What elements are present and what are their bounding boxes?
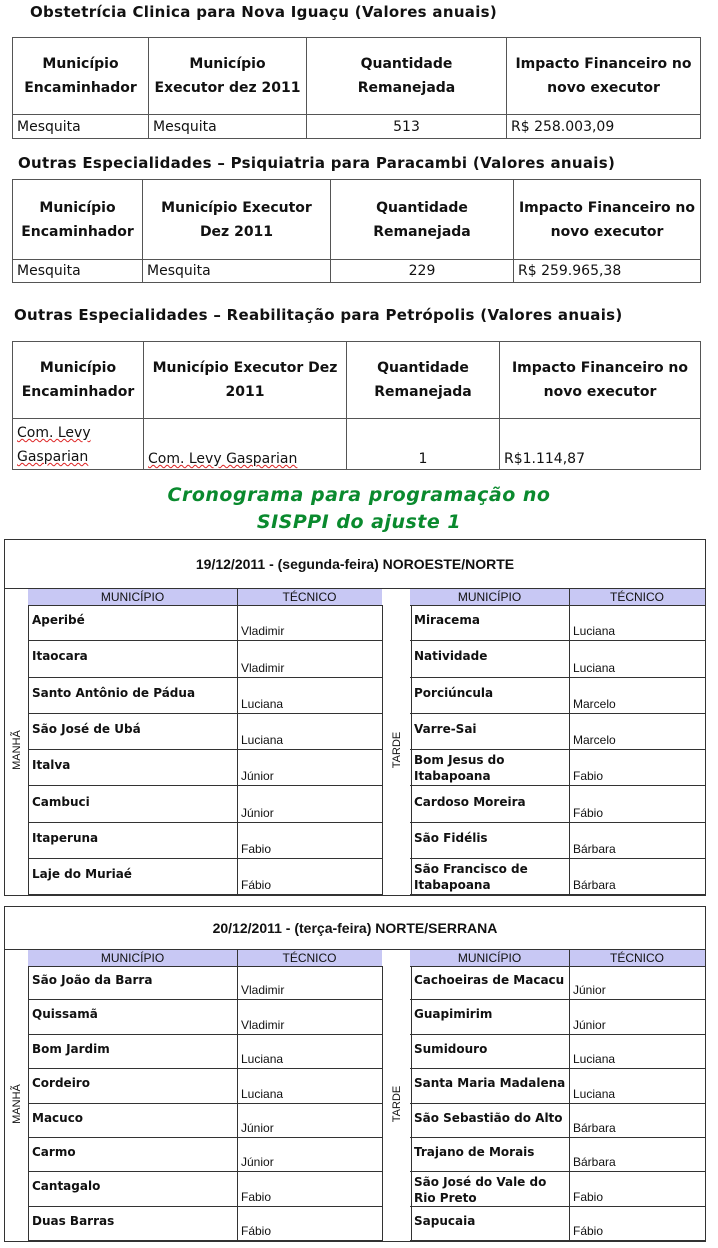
cell-impacto: R$ 258.003,09 [507,115,701,139]
table-row [28,1207,382,1241]
tecnico-name: Fábio [573,1224,604,1239]
tecnico-name: Fabio [241,1189,272,1204]
table-row [28,966,382,1000]
municipio-name: Santa Maria Madalena [414,1076,566,1091]
table-row [410,1035,705,1069]
cell-encaminhador-text: Com. Levy Gasparian [17,425,91,465]
table-row [28,641,382,677]
municipio-name: Varre-Sai [414,721,477,736]
municipio-name: Itaperuna [32,830,99,845]
municipio-name: São Fidélis [414,830,488,845]
schedule-grid [5,950,705,1242]
tecnico-name: Luciana [241,1052,284,1067]
header-municipio: MUNICÍPIO [28,950,237,967]
tecnico-name: Marcelo [573,696,616,711]
table-row [410,1104,705,1138]
tecnico-name: Bárbara [573,878,616,893]
header-quantidade: Quantidade Remanejada [347,342,500,419]
table-row [28,1104,382,1138]
municipio-name: Aperibé [32,613,85,627]
cell-encaminhador: Mesquita [13,260,143,283]
municipio-name: Miracema [414,613,480,627]
municipio-name: Itaocara [32,649,88,664]
header-executor: Município Executor Dez 2011 [143,180,331,260]
tecnico-name: Vladimir [241,660,285,675]
table-row [410,823,705,859]
impact-table [12,37,701,139]
header-executor: Município Executor Dez 2011 [144,342,347,419]
period-label-left [5,605,29,895]
header-encaminhador: Município Encaminhador [13,38,149,115]
municipio-name: Cambuci [32,794,90,809]
cell-quantidade: 513 [307,115,507,139]
header-tecnico: TÉCNICO [237,950,382,967]
header-executor: Município Executor dez 2011 [149,38,307,115]
cell-executor: Mesquita [149,115,307,139]
table-row [410,1172,705,1206]
tecnico-name: Júnior [241,805,274,820]
municipio-name: Italva [32,758,71,773]
tecnico-name: Bárbara [573,1155,616,1170]
impact-table [12,341,701,470]
table-row [28,1069,382,1103]
municipio-name: Sumidouro [414,1041,488,1056]
table-row [410,750,705,786]
tecnico-name: Fabio [573,769,604,784]
cronograma-title-line1: Cronograma para programação no [167,484,551,506]
schedule-title: 19/12/2011 - (segunda-feira) NOROESTE/NORTE [5,540,705,589]
municipio-name: Guapimirim [414,1007,493,1022]
tecnico-name: Fábio [241,878,272,893]
municipio-name: Laje do Muriaé [32,867,132,882]
municipio-name: Cachoeiras de Macacu [414,973,565,987]
header-tecnico: TÉCNICO [569,950,705,967]
schedule-title: 20/12/2011 - (terça-feira) NORTE/SERRANA [5,907,705,950]
cell-impacto: R$1.114,87 [500,419,701,470]
table-row [410,1138,705,1172]
municipio-name: Macuco [32,1110,84,1125]
tecnico-name: Luciana [573,624,616,639]
header-impacto: Impacto Financeiro no novo executor [507,38,701,115]
header-quantidade: Quantidade Remanejada [307,38,507,115]
schedule-table [4,906,706,1242]
municipio-name: Bom Jardim [32,1041,110,1056]
table-row [410,859,705,895]
municipio-name: Quissamã [32,1007,98,1022]
cell-quantidade: 1 [347,419,500,470]
period-manha: MANHÃ [10,730,23,771]
cell-executor [144,419,347,470]
table-row [410,1207,705,1241]
municipio-name: Duas Barras [32,1213,115,1228]
tecnico-name: Fabio [241,842,272,857]
table-row [28,787,382,823]
schedule-table [4,539,706,896]
tecnico-name: Luciana [241,1086,284,1101]
table-row [410,605,705,641]
municipio-name: São José do Vale do Rio Preto [414,1175,547,1206]
table-row [28,1138,382,1172]
table-row [410,1000,705,1034]
tecnico-name: Bárbara [573,1120,616,1135]
cell-executor-text: Com. Levy Gasparian [148,451,298,467]
tecnico-name: Vladimir [241,983,285,998]
tecnico-name: Vladimir [241,1017,285,1032]
municipio-name: São Francisco de Itabapoana [414,862,528,893]
impact-table [12,179,701,283]
municipio-name: Carmo [32,1145,76,1159]
municipio-name: Porciúncula [414,685,494,700]
cell-impacto: R$ 259.965,38 [514,260,701,283]
header-municipio: MUNICÍPIO [410,950,569,967]
table-row [410,1069,705,1103]
tecnico-name: Luciana [241,733,284,748]
period-label-right [382,605,412,895]
section-title: Obstetrícia Clinica para Nova Iguaçu (Valores anuais) [30,3,498,21]
cell-quantidade: 229 [331,260,514,283]
header-encaminhador: Município Encaminhador [13,180,143,260]
municipio-name: Cordeiro [32,1076,90,1091]
period-manha: MANHÃ [10,1083,23,1124]
table-row [28,714,382,750]
tecnico-name: Vladimir [241,624,285,639]
table-row [28,823,382,859]
tecnico-name: Marcelo [573,733,616,748]
municipio-name: Bom Jesus do Itabapoana [414,753,505,784]
section-title: Outras Especialidades – Reabilitação para Petrópolis (Valores anuais) [14,306,623,324]
tecnico-name: Júnior [241,1155,274,1170]
table-row [410,714,705,750]
municipio-name: São Sebastião do Alto [414,1110,563,1125]
table-row [28,859,382,895]
tecnico-name: Fábio [573,805,604,820]
tecnico-name: Luciana [573,1086,616,1101]
municipio-name: Cardoso Moreira [414,794,526,809]
header-municipio: MUNICÍPIO [410,589,569,606]
municipio-name: São José de Ubá [32,721,141,736]
table-row [28,1172,382,1206]
municipio-name: Cantagalo [32,1179,101,1194]
table-row [410,641,705,677]
municipio-name: Natividade [414,649,488,664]
municipio-name: Trajano de Morais [414,1145,535,1159]
table-row [28,750,382,786]
tecnico-name: Luciana [573,1052,616,1067]
tecnico-name: Fabio [573,1189,604,1204]
table-row [28,1000,382,1034]
header-tecnico: TÉCNICO [237,589,382,606]
table-row [28,1035,382,1069]
section-title: Outras Especialidades – Psiquiatria para Paracambi (Valores anuais) [18,154,616,172]
municipio-name: Santo Antônio de Pádua [32,685,196,700]
table-row [28,678,382,714]
cell-encaminhador: Mesquita [13,115,149,139]
header-quantidade: Quantidade Remanejada [331,180,514,260]
municipio-name: São João da Barra [32,973,153,987]
cell-encaminhador [13,419,144,470]
tecnico-name: Luciana [573,660,616,675]
tecnico-name: Júnior [241,769,274,784]
schedule-grid [5,589,705,896]
header-impacto: Impacto Financeiro no novo executor [500,342,701,419]
cronograma-title-line2: SISPPI do ajuste 1 [256,511,462,533]
table-row [410,966,705,1000]
tecnico-name: Luciana [241,696,284,711]
period-label-left [5,966,29,1241]
tecnico-name: Júnior [573,983,606,998]
tecnico-name: Bárbara [573,842,616,857]
tecnico-name: Fábio [241,1224,272,1239]
cell-executor: Mesquita [143,260,331,283]
header-encaminhador: Município Encaminhador [13,342,144,419]
municipio-name: Sapucaia [414,1213,476,1228]
tecnico-name: Júnior [573,1017,606,1032]
header-impacto: Impacto Financeiro no novo executor [514,180,701,260]
period-tarde: TARDE [391,731,403,769]
table-row [28,605,382,641]
period-label-right [382,966,412,1241]
tecnico-name: Júnior [241,1120,274,1135]
period-tarde: TARDE [391,1085,403,1122]
header-municipio: MUNICÍPIO [28,589,237,606]
table-row [410,787,705,823]
table-row [410,678,705,714]
header-tecnico: TÉCNICO [569,589,705,606]
